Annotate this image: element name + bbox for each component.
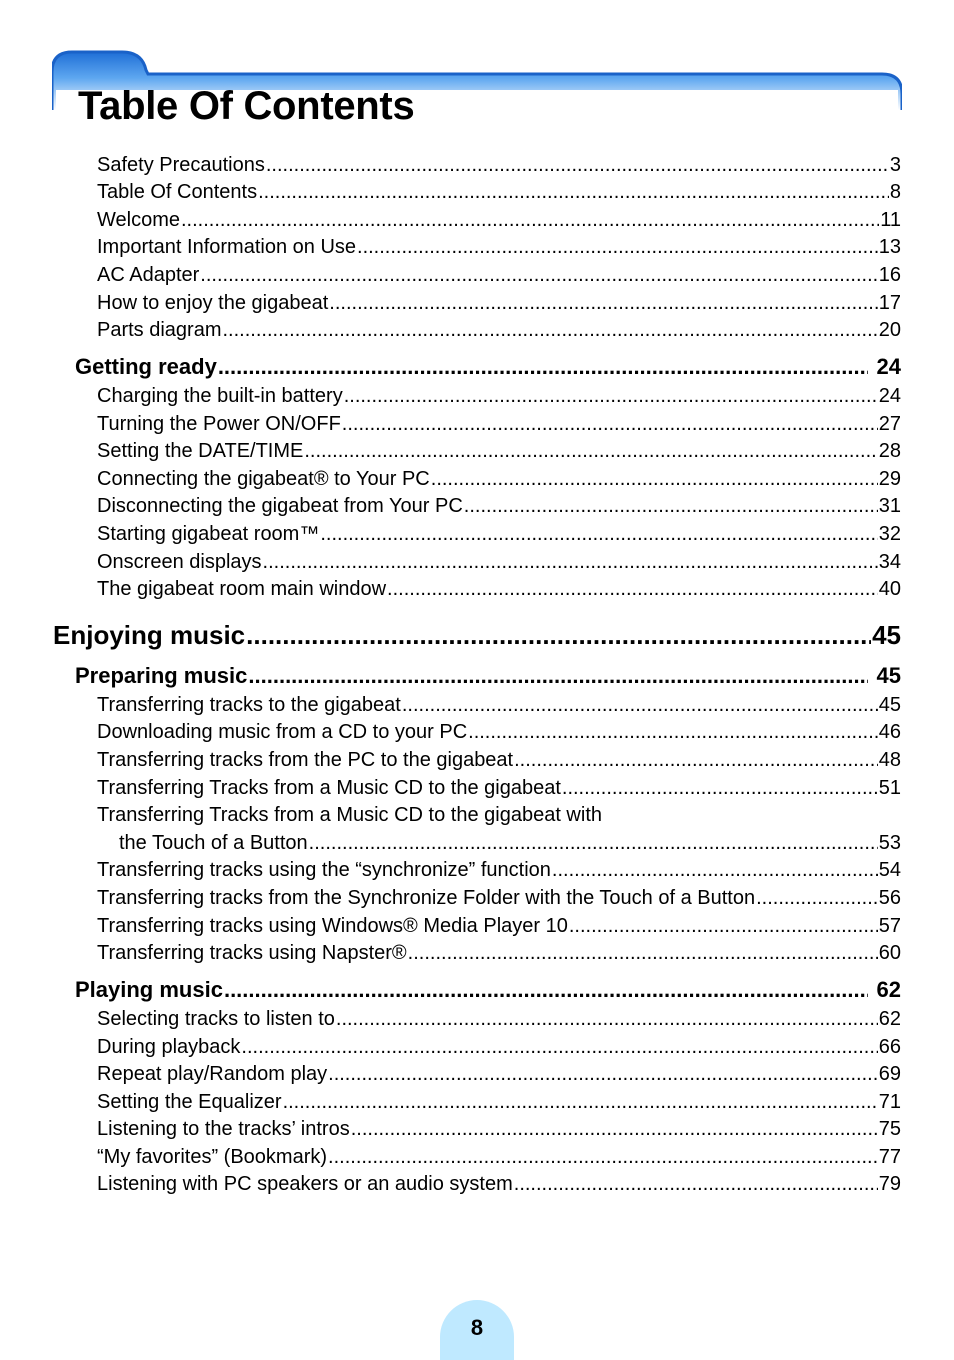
toc-leader bbox=[200, 262, 877, 289]
toc-leader bbox=[258, 179, 889, 206]
toc-leader bbox=[569, 913, 878, 940]
toc-leader bbox=[304, 438, 877, 465]
toc-chapter-label: Enjoying music bbox=[53, 620, 246, 650]
toc-leader bbox=[218, 352, 868, 382]
toc-entry[interactable] bbox=[97, 152, 901, 179]
toc-entry-label: Transferring tracks from the Synchronize Folder with the Touch of a Button bbox=[97, 887, 756, 909]
toc-entry-label: “My favorites” (Bookmark) bbox=[97, 1146, 328, 1168]
toc-entry-page: 45 bbox=[878, 694, 901, 716]
toc-entry-label: Transferring tracks using Windows® Media Player 10 bbox=[97, 915, 568, 937]
toc-entry-label: Important Information on Use bbox=[97, 236, 357, 258]
toc-entry[interactable] bbox=[97, 1061, 901, 1088]
toc-entry-page: 54 bbox=[878, 859, 901, 881]
toc-entry-page: 57 bbox=[878, 915, 901, 937]
toc-entry[interactable] bbox=[97, 521, 901, 548]
toc-entry[interactable] bbox=[97, 940, 901, 967]
toc-entry-label: Turning the Power ON/OFF bbox=[97, 413, 341, 435]
toc-leader bbox=[246, 618, 871, 652]
toc-entry-label: During playback bbox=[97, 1036, 241, 1058]
page-title: Table Of Contents bbox=[78, 84, 415, 128]
toc-entry-page: 13 bbox=[878, 236, 901, 258]
toc-entry-page: 56 bbox=[878, 887, 901, 909]
toc-leader bbox=[464, 493, 878, 520]
toc-leader bbox=[344, 383, 878, 410]
toc-entry[interactable] bbox=[97, 576, 901, 603]
toc-entry-label: Starting gigabeat room™ bbox=[97, 523, 320, 545]
toc-leader bbox=[408, 940, 878, 967]
toc-section-page: 62 bbox=[876, 977, 901, 1002]
toc-entry[interactable] bbox=[97, 1034, 901, 1061]
toc-entry-label: Transferring tracks from the PC to the gigabeat bbox=[97, 749, 514, 771]
toc-entry-label: Transferring tracks using the “synchronize” function bbox=[97, 859, 551, 881]
toc-leader bbox=[514, 1171, 878, 1198]
toc-entry[interactable] bbox=[97, 857, 901, 884]
toc-leader bbox=[357, 234, 878, 261]
toc-section-playing-music[interactable] bbox=[75, 975, 901, 1005]
toc-entry[interactable] bbox=[97, 913, 901, 940]
toc-leader bbox=[263, 549, 878, 576]
toc-entry[interactable] bbox=[97, 411, 901, 438]
toc-entry-page: 75 bbox=[878, 1118, 901, 1140]
toc-section-getting-ready[interactable] bbox=[75, 352, 901, 382]
toc-leader bbox=[224, 975, 868, 1005]
toc-entry[interactable] bbox=[97, 692, 901, 719]
toc-entry-page: 28 bbox=[878, 440, 901, 462]
toc-entry[interactable] bbox=[97, 207, 901, 234]
toc-leader bbox=[342, 411, 878, 438]
toc-leader bbox=[562, 775, 878, 802]
toc-section-label: Getting ready bbox=[75, 354, 217, 379]
toc-entry[interactable] bbox=[97, 549, 901, 576]
toc-entry-label: Safety Precautions bbox=[97, 154, 265, 176]
toc-entry[interactable] bbox=[97, 290, 901, 317]
toc-entry[interactable] bbox=[97, 262, 901, 289]
toc-section-page: 24 bbox=[876, 354, 901, 379]
toc-entry-label: Transferring tracks using Napster® bbox=[97, 942, 407, 964]
toc-entry[interactable] bbox=[97, 438, 901, 465]
toc-entry-label: The gigabeat room main window bbox=[97, 578, 387, 600]
toc-entry-page: 20 bbox=[878, 319, 901, 341]
toc-entry-page: 3 bbox=[889, 154, 901, 176]
toc-leader bbox=[328, 1144, 878, 1171]
toc-entry-label: Table Of Contents bbox=[97, 181, 258, 203]
toc-entry[interactable] bbox=[97, 179, 901, 206]
toc-entry-page: 53 bbox=[878, 832, 901, 854]
toc-entry[interactable] bbox=[97, 775, 901, 802]
toc-entry-page: 71 bbox=[878, 1091, 901, 1113]
toc-entry[interactable] bbox=[97, 234, 901, 261]
toc-entry-page: 77 bbox=[878, 1146, 901, 1168]
toc-entry-page: 8 bbox=[889, 181, 901, 203]
toc-entry-label: How to enjoy the gigabeat bbox=[97, 292, 329, 314]
toc-entry-page: 29 bbox=[878, 468, 901, 490]
toc-leader bbox=[181, 207, 879, 234]
toc-leader bbox=[336, 1006, 878, 1033]
toc-entry[interactable] bbox=[97, 1171, 901, 1198]
toc-entry[interactable] bbox=[97, 1144, 901, 1171]
toc-entry[interactable] bbox=[97, 1006, 901, 1033]
toc-entry-page: 66 bbox=[878, 1036, 901, 1058]
toc-section-page: 45 bbox=[876, 663, 901, 688]
toc-entry-page: 62 bbox=[878, 1008, 901, 1030]
toc-entry-page: 60 bbox=[878, 942, 901, 964]
toc-entry-page: 48 bbox=[878, 749, 901, 771]
toc-entry-label: AC Adapter bbox=[97, 264, 200, 286]
toc-entry-label: Selecting tracks to listen to bbox=[97, 1008, 335, 1030]
toc-entry-label: Transferring Tracks from a Music CD to the gigabeat bbox=[97, 777, 561, 799]
toc-leader bbox=[514, 747, 878, 774]
toc-entry-label: Transferring tracks to the gigabeat bbox=[97, 694, 401, 716]
toc-leader bbox=[320, 521, 877, 548]
toc-entry-page: 27 bbox=[878, 413, 901, 435]
toc-leader bbox=[351, 1116, 878, 1143]
toc-entry-label: Welcome bbox=[97, 209, 180, 231]
toc-entry-page: 24 bbox=[878, 385, 901, 407]
toc-entry[interactable] bbox=[97, 493, 901, 520]
toc-entry[interactable] bbox=[97, 719, 901, 746]
toc-entry-page: 79 bbox=[878, 1173, 901, 1195]
toc-entry[interactable] bbox=[97, 317, 901, 344]
toc-entry-page: 31 bbox=[878, 495, 901, 517]
toc-entry-label: Downloading music from a CD to your PC bbox=[97, 721, 468, 743]
toc-section-label: Preparing music bbox=[75, 663, 248, 688]
toc-entry-label: Repeat play/Random play bbox=[97, 1063, 328, 1085]
toc-entry[interactable] bbox=[97, 885, 901, 912]
toc-entry[interactable] bbox=[97, 466, 901, 493]
toc-entry-label: Parts diagram bbox=[97, 319, 222, 341]
toc-entry-label: Charging the built-in battery bbox=[97, 385, 343, 407]
toc-entry-page: 16 bbox=[878, 264, 901, 286]
toc-leader bbox=[248, 661, 867, 691]
toc-entry-page: 34 bbox=[878, 551, 901, 573]
toc-entry-page: 11 bbox=[880, 209, 901, 231]
toc-leader bbox=[387, 576, 878, 603]
toc-leader bbox=[756, 885, 878, 912]
toc-entry[interactable] bbox=[119, 830, 901, 857]
toc-leader bbox=[241, 1034, 877, 1061]
toc-entry-label: Onscreen displays bbox=[97, 551, 262, 573]
page-number-badge: 8 bbox=[440, 1300, 514, 1360]
toc-chapter-enjoying-music[interactable] bbox=[53, 618, 901, 652]
toc-leader bbox=[266, 152, 889, 179]
toc-entry[interactable] bbox=[97, 747, 901, 774]
toc-entry-page: 51 bbox=[878, 777, 901, 799]
toc-leader bbox=[431, 466, 878, 493]
toc-entry-label: the Touch of a Button bbox=[119, 832, 308, 854]
toc-leader bbox=[329, 290, 877, 317]
toc-entry-label: Disconnecting the gigabeat from Your PC bbox=[97, 495, 463, 517]
toc-leader bbox=[223, 317, 878, 344]
toc-section-label: Playing music bbox=[75, 977, 223, 1002]
toc-chapter-page: 45 bbox=[872, 620, 901, 650]
toc-entry-page: 17 bbox=[878, 292, 901, 314]
toc-leader bbox=[309, 830, 878, 857]
toc-leader bbox=[468, 719, 878, 746]
toc-entry-page: 69 bbox=[878, 1063, 901, 1085]
toc-entry-label: Listening with PC speakers or an audio system bbox=[97, 1173, 513, 1195]
toc-entry-page: 40 bbox=[878, 578, 901, 600]
toc-entry[interactable] bbox=[97, 1089, 901, 1116]
toc-entry-page: 46 bbox=[878, 721, 901, 743]
toc-entry-label: Listening to the tracks’ intros bbox=[97, 1118, 350, 1140]
toc-leader bbox=[328, 1061, 878, 1088]
toc-entry-page: 32 bbox=[878, 523, 901, 545]
toc-section-preparing-music[interactable] bbox=[75, 661, 901, 691]
toc-entry[interactable] bbox=[97, 383, 901, 410]
toc-entry-label: Connecting the gigabeat® to Your PC bbox=[97, 468, 430, 490]
toc-leader bbox=[402, 692, 878, 719]
toc-leader bbox=[283, 1089, 878, 1116]
toc-leader bbox=[552, 857, 878, 884]
toc-entry-label: Setting the Equalizer bbox=[97, 1091, 282, 1113]
toc-entry[interactable] bbox=[97, 1116, 901, 1143]
toc-entry-label: Setting the DATE/TIME bbox=[97, 440, 304, 462]
toc-entry-wrapped-line1[interactable]: Transferring Tracks from a Music CD to the gigabeat with bbox=[97, 804, 602, 826]
